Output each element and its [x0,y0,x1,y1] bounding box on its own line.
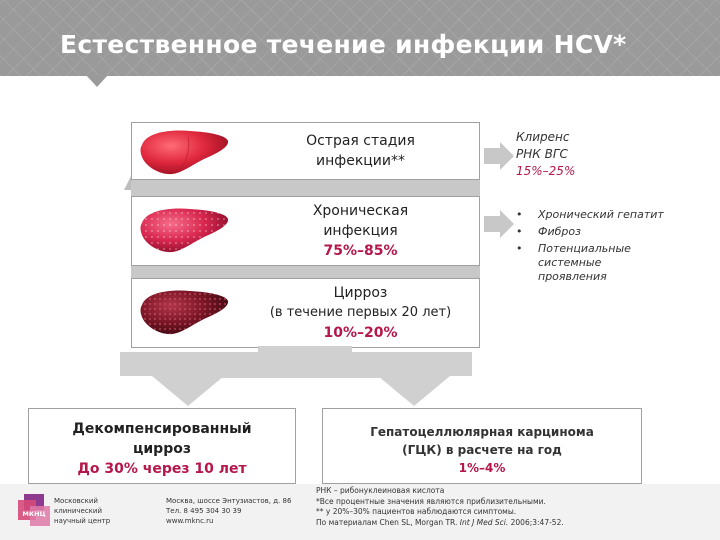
footnotes [316,486,716,528]
stage-acute-line1: Острая стадия [306,133,415,149]
reference-journal: Int J Med Sci. [459,517,509,527]
list-item: • Хронический гепатит [514,208,664,222]
clearance-arrow-icon [484,142,514,170]
stage-acute-text [242,131,479,171]
clearance-rate: 15%–25% [516,164,576,178]
stage-chronic-line2: инфекция [323,223,398,239]
outcome-1-line1: Декомпенсированный [72,421,252,437]
footnote: *Все процентные значения являются приблизительными. [316,496,546,506]
stage-chronic-text [242,201,479,261]
stage-cirrhosis [131,278,480,348]
clearance-note [516,129,575,180]
org-line: Московский [54,497,98,505]
outcome-2-line2: (ГЦК) в расчете на год [402,443,562,457]
address-line: Москва, шоссе Энтузиастов, д. 86 [166,497,292,505]
footnote: РНК – рибонуклеиновая кислота [316,486,445,495]
stage-acute [131,122,480,180]
org-name [54,496,126,526]
liver-cirrhosis-icon [138,287,230,337]
reference-prefix: По материалам Chen SL, Morgan TR. [316,517,458,527]
stage-stack-shadow [124,176,131,190]
title-bar [0,0,720,76]
logo-abbr: МКНЦ [22,510,46,518]
liver-acute-icon [138,127,230,177]
stage-chronic [131,196,480,266]
outcome-hcc [322,408,642,484]
reference-suffix: 2006;3:47-52. [510,517,564,527]
phone-line: Тел. 8 495 304 30 39 [166,507,242,515]
clearance-line1: Клиренс [516,130,570,144]
chronic-outcomes-list [514,208,664,287]
clearance-line2: РНК ВГС [516,147,568,161]
stage-chronic-rate: 75%–85% [323,243,398,259]
outcome-1-rate: До 30% через 10 лет [77,461,247,477]
mknc-logo-icon [18,494,50,526]
contact-info [166,496,296,526]
chronic-arrow-icon [484,210,514,238]
slide-title: Естественное течение инфекции HCV* [60,30,627,59]
website-link[interactable]: www.mknc.ru [166,517,214,525]
outcome-decompensated-cirrhosis [28,408,296,484]
outcome-1-line2: цирроз [133,441,191,457]
liver-chronic-icon [138,205,230,255]
org-line: клинический [54,507,102,515]
reference [316,518,716,529]
stage-cirrhosis-line1: Цирроз [333,285,388,301]
stage-cirrhosis-rate: 10%–20% [323,325,398,341]
title-bar-notch [86,75,108,87]
org-line: научный центр [54,517,111,525]
stage-cirrhosis-line2: (в течение первых 20 лет) [269,305,452,320]
list-item: • Фиброз [514,225,664,239]
stage-acute-line2: инфекции** [315,153,406,169]
list-item: • Потенциальные системные проявления [514,242,664,284]
stage-chronic-line1: Хроническая [312,203,409,219]
outcome-2-rate: 1%–4% [458,461,506,475]
outcome-2-line1: Гепатоцеллюлярная карцинома [370,425,594,439]
footnote: ** у 20%–30% пациентов наблюдаются симптомы. [316,507,517,516]
stage-cirrhosis-text [242,283,479,343]
